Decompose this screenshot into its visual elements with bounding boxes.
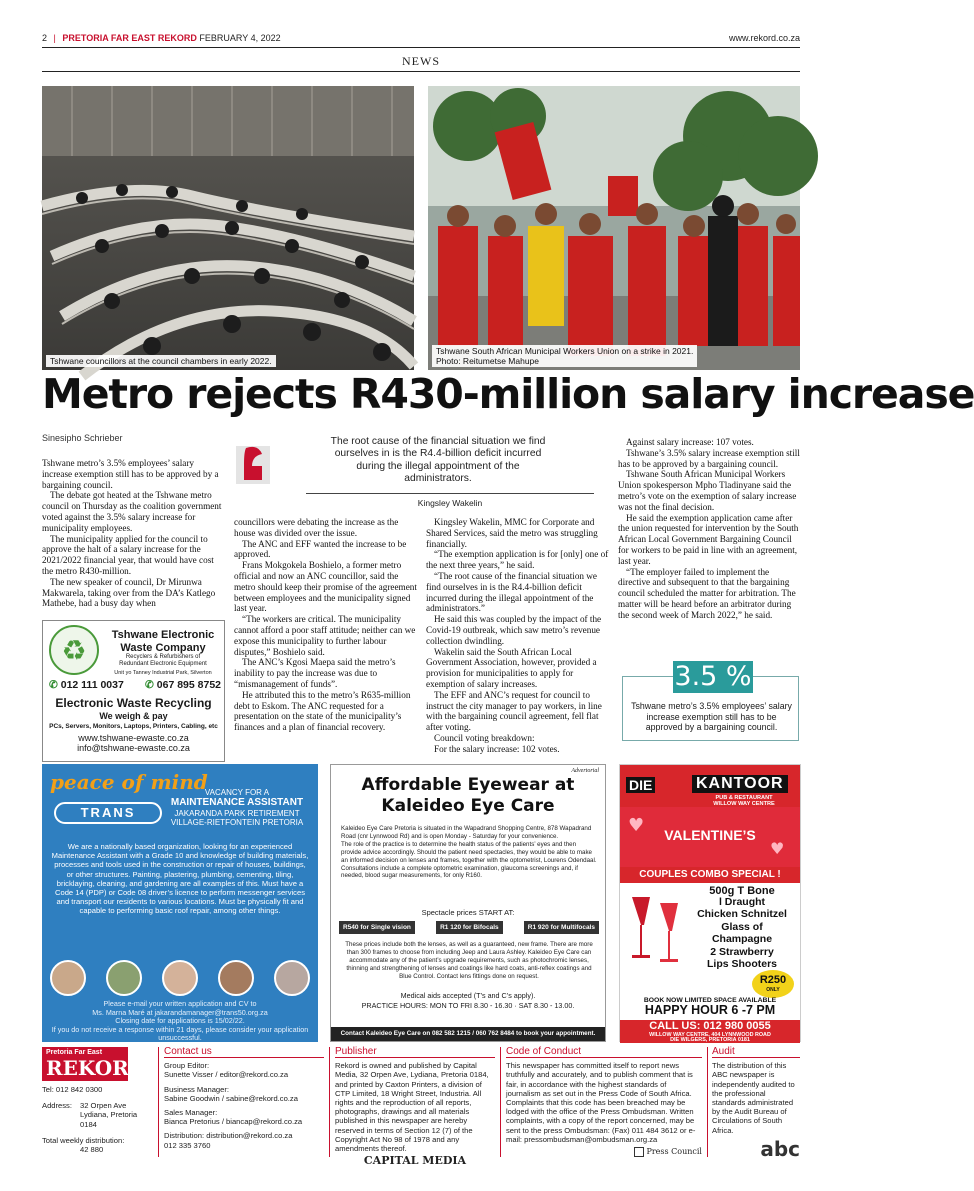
stat-number: 3.5 % xyxy=(674,661,752,692)
paragraph: The municipality applied for the council to approve the halt of a salary increase for the 2021/2022 financial year, that would have cost the metro R430-million. xyxy=(42,533,214,576)
article-column-4 xyxy=(618,437,800,621)
strike-photo xyxy=(428,86,800,370)
kantoor-sub-2: WILLOW WAY CENTRE xyxy=(713,801,775,807)
heart-icon: ♥ xyxy=(770,839,785,858)
eye-hours: PRACTICE HOURS: MON TO FRI 8.30 - 16.30 · SAT 8.30 - 13.00. xyxy=(361,1001,575,1010)
vacancy-position: MAINTENANCE ASSISTANT xyxy=(170,797,304,809)
vacancy-place-1: JAKARANDA PARK RETIREMENT xyxy=(174,808,300,818)
council-chamber-photo xyxy=(42,86,414,370)
footer-audit-heading: Audit xyxy=(712,1047,800,1058)
paragraph: Kingsley Wakelin, MMC for Corporate and Shared Services, said the metro was struggling financially. xyxy=(426,517,598,549)
eye-price-single: R540 for Single vision xyxy=(339,921,415,934)
issue-date: FEBRUARY 4, 2022 xyxy=(199,33,281,43)
die-kantoor-ad[interactable] xyxy=(619,764,801,1042)
footer-divider xyxy=(707,1047,708,1157)
rekord-logo-main: REKORD xyxy=(46,1056,147,1081)
combo-item-4: Glass of xyxy=(721,921,763,934)
article-column-2 xyxy=(234,517,418,733)
footer-address-2: Lydiana, Pretoria xyxy=(80,1110,138,1120)
paragraph: “The employer failed to implement the directive and subsequent to that the bargaining council scheduled the matter for arbitration. The matter will be heard before an arbitrator during the second week of March 2022,” he said. xyxy=(618,566,796,620)
footer-conduct-block xyxy=(506,1047,702,1157)
masthead-footer xyxy=(42,1046,800,1168)
eye-medical-aids: Medical aids accepted (T’s and C’s apply). xyxy=(400,991,536,1000)
rekord-logo-top: Pretoria Far East xyxy=(46,1049,103,1056)
heart-icon: ♥ xyxy=(628,815,645,836)
whatsapp-icon: ✆ xyxy=(145,679,154,691)
eye-price-multifocal: R1 920 for Multifocals xyxy=(524,921,599,934)
eye-price-bifocal: R1 120 for Bifocals xyxy=(436,921,503,934)
abc-logo: abc xyxy=(760,1136,800,1161)
article-column-1 xyxy=(42,458,225,609)
ewaste-subtitle: We weigh & pay xyxy=(99,710,168,721)
press-council-name: Press Council xyxy=(646,1147,702,1157)
vacancy-footer-2[interactable]: Ms. Marna Maré at jakarandamanager@trans50.org.za xyxy=(92,1007,268,1017)
group-editor[interactable]: Sunette Visser / editor@rekord.co.za xyxy=(164,1070,289,1080)
champagne-glasses-icon xyxy=(624,893,688,973)
footer-distribution: 42 880 xyxy=(80,1145,104,1155)
footer-tel: Tel: 012 842 0300 xyxy=(42,1085,103,1094)
ewaste-email[interactable]: info@tshwane-ewaste.co.za xyxy=(77,742,190,753)
footer-contact-block xyxy=(164,1047,324,1150)
header-rule xyxy=(42,47,800,48)
sales-manager-label: Sales Manager: xyxy=(164,1108,218,1118)
website-link[interactable]: www.rekord.co.za xyxy=(728,33,800,43)
resident-photo xyxy=(218,960,254,996)
kantoor-call[interactable]: CALL US: 012 980 0055 xyxy=(620,1020,800,1033)
pullquote-mark-icon xyxy=(236,440,270,484)
press-council-icon xyxy=(634,1147,644,1157)
ewaste-phone-2[interactable] xyxy=(145,679,221,691)
section-label: NEWS xyxy=(402,54,440,68)
kantoor-special: COUPLES COMBO SPECIAL ! xyxy=(620,867,800,883)
byline: Sinesipho Schrieber xyxy=(42,433,123,443)
audit-text: The distribution of this ABC newspaper is independently audited to the professional standards administrated by the Audit Bureau of Circulations of South Africa. xyxy=(712,1061,795,1135)
vacancy-body: We are a nationally based organization, looking for an experienced Maintenance Assistant with a Grade 10 and knowledge of building materials, processes and tools used in the construction or repair of houses, buildings, or other structures. Painting, plastering, plumbing, cementing, tiling, bricklaying, cleaning, and gardening are all examples of this. Must have a Code 14 (PDP) or Code 08 driver’s licence to perform messenger services and transport our residents to various locations. Must be physically fit and capable to performing basic roof repair, among other things. xyxy=(51,842,309,916)
advertorial-badge: Advertorial xyxy=(571,768,599,774)
phone-number: 012 111 0037 xyxy=(60,679,124,691)
ewaste-phone-1[interactable] xyxy=(49,679,124,691)
paragraph: Frans Mokgokela Boshielo, a former metro official and now an ANC councillor, said the metro should keep their promise of the agreement between employees and the municipality signed last year. xyxy=(234,560,417,614)
footer-divider xyxy=(158,1047,159,1157)
vacancy-label: VACANCY FOR A xyxy=(204,788,270,797)
combo-item-7: Lips Shooters xyxy=(706,957,777,970)
page-number: 2 xyxy=(42,33,48,43)
paragraph: He attributed this to the metro’s R635-million debt to Eskom. The ANC requested for a presentation on the state of the municipality’s finances and a plan of financial recovery. xyxy=(234,689,411,733)
stat-box xyxy=(622,661,799,741)
ewaste-tagline1: Recyclers & Refurbishers of xyxy=(125,654,201,661)
pullquote: The root cause of the financial situation we find ourselves in is the R4.4-billion deficit incurred during the illegal appointment of the administrators. xyxy=(330,436,546,484)
combo-item-5: Champagne xyxy=(711,932,773,945)
rekord-logo xyxy=(42,1047,147,1081)
ewaste-ad[interactable] xyxy=(42,620,225,762)
eye-paragraph-2: The role of the practice is to determine the health status of the patients’ eyes and then provide advice accordingly. Should the patient need spectacles, they would be able to make an informed decision on lenses and frames, together with the optometrist, Lourens Odendaal. Consultations include a complete optometric examination, glaucoma screenings and, if needed, blood sugar measurements, for only R160. xyxy=(341,840,597,880)
combo-item-2: l Draught xyxy=(718,896,766,909)
trans-logo: TRANS xyxy=(54,802,162,824)
combo-price: R250 xyxy=(759,974,787,986)
footer-contact-heading: Contact us xyxy=(164,1047,324,1058)
ewaste-name-line2: Waste Company xyxy=(120,641,206,654)
footer-audit-block xyxy=(712,1046,800,1161)
paragraph: The new speaker of council, Dr Mirunwa Makwarela, taking over from the DA’s Katlego Mathebe, had a busy day when xyxy=(42,576,216,609)
business-manager-label: Business Manager: xyxy=(164,1084,230,1094)
eye-title-1: Affordable Eyewear at xyxy=(361,775,575,795)
paragraph: “The root cause of the financial situation we find ourselves in is the R4.4-billion deficit incurred during the illegal appointment of the administrators.” xyxy=(426,570,598,614)
paragraph: He said the exemption application came after the union requested for intervention by the South African Local Government Bargaining Council for workers to be paid in line with an agreement, last year. xyxy=(618,512,799,566)
phone-icon: ✆ xyxy=(49,679,58,691)
header-separator: | xyxy=(53,33,56,43)
vacancy-footer-3: Closing date for applications is 15/02/22. xyxy=(115,1016,245,1026)
trans-vacancy-ad[interactable] xyxy=(42,764,318,1042)
paragraph: “The exemption application is for [only] one of the next three years,” he said. xyxy=(426,549,609,571)
footer-conduct-heading: Code of Conduct xyxy=(506,1047,702,1058)
sales-manager[interactable]: Bianca Pretorius / biancap@rekord.co.za xyxy=(164,1117,303,1127)
eye-paragraph-1: Kaleideo Eye Care Pretoria is situated in the Wapadrand Shopping Centre, 878 Wapadrand Road (cnr Lynnwood Rd) and is open Monday - Saturday for your convenience. xyxy=(341,825,592,840)
kantoor-name: KANTOOR xyxy=(692,775,788,793)
paragraph: Tshwane’s 3.5% salary increase exemption still has to be approved by a bargaining council. xyxy=(618,447,800,469)
footer-divider xyxy=(329,1047,330,1157)
publisher-text: Rekord is owned and published by Capital Media, 32 Orpen Ave, Lydiana, Pretoria 0184, and printed by Caxton Printers, a division of CTP Limited, 18 Wright Street, Industria. All rights and the reproduction of all reports, photographs, drawings and all materials published in this newspaper are hereby reserved in terms of Section 12 (7) of the Copyright Act No 98 of 1978 and any amendments thereof. xyxy=(335,1061,489,1154)
footer-publisher-heading: Publisher xyxy=(335,1047,495,1058)
ewaste-title: Electronic Waste Recycling xyxy=(55,696,212,710)
distribution-contact[interactable]: Distribution: distribution@rekord.co.za xyxy=(164,1131,293,1141)
footer-distribution-label: Total weekly distribution: xyxy=(42,1135,125,1145)
kantoor-valentine: VALENTINE’S xyxy=(664,827,756,843)
publication-name: PRETORIA FAR EAST REKORD xyxy=(62,33,197,43)
article-column-3 xyxy=(426,517,610,755)
kantoor-address-1: WILLOW WAY CENTRE, 404 LYNNWOOD ROAD xyxy=(649,1032,771,1038)
resident-photo xyxy=(162,960,198,996)
paragraph: Tshwane South African Municipal Workers Union spokesperson Mpho Tladinyane said the metro’s vote on the exemption of salary increase was not the final decision. xyxy=(618,469,797,512)
press-council-logo xyxy=(506,1147,702,1157)
paragraph: The ANC and EFF wanted the increase to be approved. xyxy=(234,538,407,560)
ewaste-address: Unit yo Tanney Industrial Park, Silverton xyxy=(114,670,212,677)
eye-paragraph-3: These prices include both the lenses, as well as a guaranteed, new frame. There are more than 300 frames to choose from including Jeep and Laura Ashley. Kaleideo Eye Care can accommodate any of the patient’s upgrade requirements, such as photochromic lenses, thinning and strengthening of lenses and coatings like hard coats, anti-reflex coatings and Blue Control. Contact lens fittings done on request. xyxy=(345,941,593,980)
resident-photo xyxy=(50,960,86,996)
footer-publisher-block xyxy=(335,1046,495,1168)
paragraph: councillors were debating the increase as the house was divided over the issue. xyxy=(234,517,399,538)
pullquote-rule xyxy=(306,493,594,494)
vacancy-footer-1: Please e-mail your written application and CV to xyxy=(103,999,257,1008)
conduct-text: This newspaper has committed itself to report news truthfully and accurately, and to publish comment that is fair, in accordance with the highest standards of journalism as set out in the Press Code of South Africa. Complaints that this code has been breached may be lodged with the office of the Press Ombudsman. Written complaints, with a copy of the report concerned, may be sent to the press Ombudsman: (Fax) 011 484 3612 or e-mail: pressombudsman@ombudsman.org.za xyxy=(506,1061,696,1144)
kantoor-die: DIE xyxy=(626,777,655,793)
page-header-left xyxy=(42,33,281,43)
combo-price-note: ONLY xyxy=(766,987,780,993)
headline: Metro rejects R430-million salary increase xyxy=(42,370,974,418)
footer-rekord-block xyxy=(42,1047,150,1154)
paragraph: For the salary increase: 102 votes. xyxy=(434,743,560,754)
kaleideo-eyecare-ad[interactable] xyxy=(330,764,606,1042)
vacancy-footer-4: If you do not receive a response within 21 days, please consider your application unsuccessful. xyxy=(51,1024,309,1043)
combo-item-1: 500g T Bone xyxy=(709,885,775,897)
business-manager[interactable]: Sabine Goodwin / sabine@rekord.co.za xyxy=(164,1093,298,1103)
paragraph: Wakelin said the South African Local Government Association, however, provided a provision for municipalities to apply for exemption of salary increases. xyxy=(426,646,597,689)
recycle-logo-icon: ♻ xyxy=(49,625,99,675)
price-badge xyxy=(752,970,794,998)
kantoor-book: BOOK NOW LIMITED SPACE AVAILABLE xyxy=(643,997,777,1004)
kantoor-address-2: DIE WILGERS, PRETORIA 0181 xyxy=(670,1037,750,1044)
paragraph: Tshwane metro’s 3.5% employees’ salary increase exemption still has to be approved by a bargaining council. xyxy=(42,458,219,490)
combo-item-6: 2 Strawberry xyxy=(710,946,774,959)
paragraph: He said this was coupled by the impact of the Covid-19 outbreak, which saw metro’s revenue collection dwindling. xyxy=(426,614,602,646)
phone-number: 067 895 8752 xyxy=(156,679,221,691)
photo-caption-right-line1: Tshwane South African Municipal Workers Union on a strike in 2021. xyxy=(436,345,694,356)
paragraph: The ANC’s Kgosi Maepa said the metro’s inability to pay the increase was due to “mismanagement of funds”. xyxy=(234,657,396,689)
distribution-tel: 012 335 3760 xyxy=(164,1140,211,1150)
group-editor-label: Group Editor: xyxy=(164,1061,210,1071)
paragraph: “The workers are critical. The municipality cannot afford a poor staff attitude; neither can we expose this municipality to further labour disputes,” Boshielo said. xyxy=(234,614,416,657)
paragraph: The EFF and ANC’s request for council to instruct the city manager to pay workers, in line with the bargaining council agreement, fell flat after voting. xyxy=(426,689,602,733)
footer-address-3: 0184 xyxy=(80,1119,97,1129)
trans-slogan: peace of mind xyxy=(50,770,208,794)
trans-photo-strip xyxy=(50,960,310,996)
eye-title-2: Kaleideo Eye Care xyxy=(381,796,555,816)
photo-caption-left: Tshwane councillors at the council chambers in early 2022. xyxy=(46,355,276,367)
resident-photo xyxy=(106,960,142,996)
vacancy-place-2: VILLAGE-RIETFONTEIN PRETORIA xyxy=(170,817,304,827)
combo-item-3: Chicken Schnitzel xyxy=(697,907,787,920)
footer-address-1: 32 Orpen Ave xyxy=(80,1101,127,1111)
resident-photo xyxy=(274,960,310,996)
capital-media-logo: CAPITAL MEDIA xyxy=(363,1154,467,1168)
paragraph: Council voting breakdown: xyxy=(434,732,535,743)
ewaste-tagline2: Redundant Electronic Equipment xyxy=(119,661,207,668)
eye-prices-label: Spectacle prices START AT: xyxy=(421,908,515,917)
pullquote-attribution: Kingsley Wakelin xyxy=(417,498,483,508)
stat-text: Tshwane metro’s 3.5% employees’ salary increase exemption still has to be approved by a bargaining council. xyxy=(631,701,792,732)
photo-caption-right xyxy=(432,345,697,367)
kantoor-happy-hour: HAPPY HOUR 6 -7 PM xyxy=(644,1003,776,1018)
paragraph: Against salary increase: 107 votes. xyxy=(626,437,754,447)
ewaste-name-line1: Tshwane Electronic xyxy=(111,629,215,641)
eye-contact-bar[interactable]: Contact Kaleideo Eye Care on 082 582 1215 / 060 762 8484 to book your appointment. xyxy=(331,1027,605,1041)
section-rule xyxy=(42,71,800,72)
footer-divider xyxy=(500,1047,501,1157)
footer-address-label: Address: xyxy=(42,1101,72,1111)
photo-credit: Photo: Reitumetse Mahupe xyxy=(436,355,540,366)
kantoor-sub-1: PUB & RESTAURANT xyxy=(715,795,773,801)
ewaste-items: PCs, Servers, Monitors, Laptops, Printers, Cabling, etc xyxy=(49,723,218,731)
paragraph: The debate got heated at the Tshwane metro council on Thursday as the coalition government voted against the 3.5% salary increase for municipality employees. xyxy=(42,490,222,533)
ewaste-website[interactable]: www.tshwane-ewaste.co.za xyxy=(78,732,189,743)
